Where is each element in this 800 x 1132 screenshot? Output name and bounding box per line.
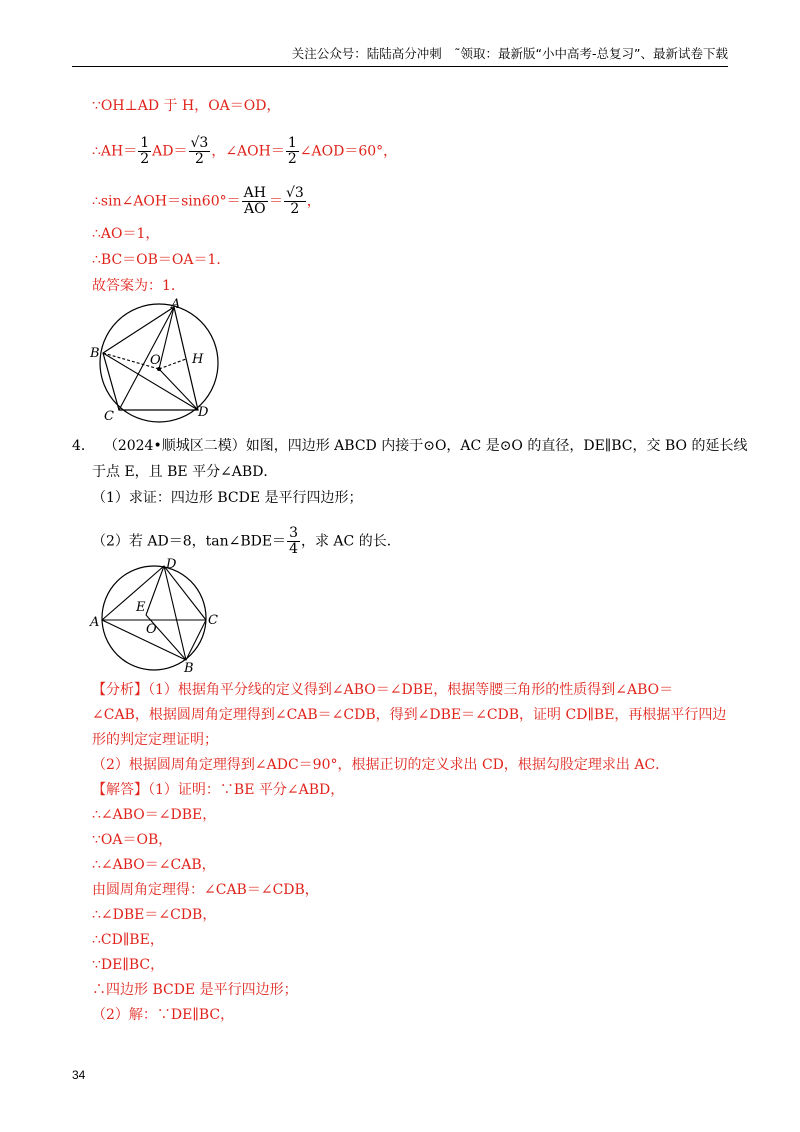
prev-l2-a: ∴AH＝ (92, 143, 138, 160)
fig1-dashed-oh (159, 359, 186, 369)
problem-4-q1: （1）求证：四边形 BCDE 是平行四边形； (92, 490, 363, 506)
fig2-label-c: C (208, 613, 218, 628)
fig1-label-a: A (171, 297, 181, 312)
answer-line-4: ∴∠ABO＝∠CAB， (92, 857, 216, 873)
page-number: 34 (72, 1068, 86, 1082)
analysis-line-2: ∠CAB，根据圆周角定理得到∠CAB＝∠CDB，得到∠DBE＝∠CDB，证明 CD∥BE，再根据平行四边 (92, 707, 727, 723)
fig2-circle (102, 566, 206, 670)
fig2-label-b: B (184, 661, 194, 674)
fig1-line-oa (159, 307, 174, 369)
prev-line-3 (92, 186, 321, 217)
prev-line-1: ∵OH⊥AD 于 H，OA＝OD， (92, 98, 281, 114)
q2-text-b: ，求 AC 的长． (300, 533, 401, 550)
fraction-ah-ao: $\frac{AH}{AO}$ (243, 185, 266, 217)
answer-line-7: ∴CD∥BE， (92, 932, 164, 948)
answer-line-9: ∴四边形 BCDE 是平行四边形； (92, 982, 298, 998)
fig1-label-b: B (90, 346, 100, 361)
prev-l2-d: ∠AOD＝60°， (299, 143, 398, 160)
fraction-sqrt3-half-2: $\frac{√3}{2}$ (285, 185, 304, 217)
prev-l2-c: ，∠AOH＝ (211, 143, 285, 160)
problem-4-stem-1 (72, 436, 747, 456)
fraction-half-2: $\frac{1}{2}$ (287, 135, 297, 167)
answer-line-10: （2）解：∵DE∥BC， (92, 1007, 235, 1023)
page-header (72, 44, 728, 67)
figure-2-circle-diagram (86, 556, 226, 674)
fig2-label-o: O (146, 622, 157, 637)
problem-4-q2 (92, 526, 401, 557)
analysis-line-4: （2）根据圆周角定理得到∠ADC＝90°，根据正切的定义求出 CD，根据勾股定理求出 AC． (92, 757, 670, 773)
problem-stem-1: （2024•顺城区二模）如图，四边形 ABCD 内接于⊙O，AC 是⊙O 的直径，DE∥BC，交 BO 的延长线 (103, 438, 748, 454)
problem-4-stem-2: 于点 E，且 BE 平分∠ABD． (92, 464, 278, 480)
answer-line-2: ∴∠ABO＝∠DBE， (92, 807, 217, 823)
q2-text-a: （2）若 AD＝8，tan∠BDE＝ (92, 533, 287, 550)
prev-l3-c: ， (306, 193, 321, 210)
prev-l3-a: ∴sin∠AOH＝sin60°＝ (92, 193, 241, 210)
fig2-label-d: D (166, 557, 177, 572)
fraction-sqrt3-half: $\frac{√3}{2}$ (190, 135, 209, 167)
analysis-line-3: 形的判定定理证明； (92, 732, 218, 748)
prev-line-5: ∴BC＝OB＝OA＝1． (92, 252, 231, 268)
fig1-label-o: O (150, 353, 161, 368)
prev-line-6: 故答案为：1． (92, 278, 185, 294)
fraction-three-quarters: $\frac{3}{4}$ (289, 525, 298, 557)
answer-line-6: ∴∠DBE＝∠CDB， (92, 907, 217, 923)
prev-line-2 (92, 136, 397, 167)
prev-line-4: ∴AO＝1， (92, 226, 160, 242)
header-text: 关注公众号：陆陆高分冲刺 ˜领取：最新版“小中高考-总复习”、最新试卷下载 (291, 46, 728, 61)
figure-1-circle-diagram (86, 296, 236, 426)
fig1-label-c: C (104, 409, 114, 424)
fig1-line-ac (119, 307, 174, 410)
analysis-line-1: 【分析】（1）根据角平分线的定义得到∠ABO＝∠DBE，根据等腰三角形的性质得到∠ABO＝ (92, 682, 674, 698)
answer-line-1: 【解答】（1）证明：∵BE 平分∠ABD， (92, 782, 345, 798)
fraction-half-1: $\frac{1}{2}$ (140, 135, 150, 167)
fig2-label-e: E (136, 600, 146, 615)
prev-l2-b: AD＝ (152, 143, 188, 160)
answer-line-5: 由圆周角定理得：∠CAB＝∠CDB， (92, 882, 319, 898)
prev-l3-b: ＝ (268, 193, 283, 210)
problem-number: 4． (72, 438, 95, 454)
fig1-label-h: H (192, 352, 204, 367)
fig1-label-d: D (198, 405, 209, 420)
answer-line-8: ∵DE∥BC， (92, 957, 165, 973)
answer-line-3: ∵OA＝OB， (92, 832, 173, 848)
fig2-label-a: A (90, 615, 100, 630)
